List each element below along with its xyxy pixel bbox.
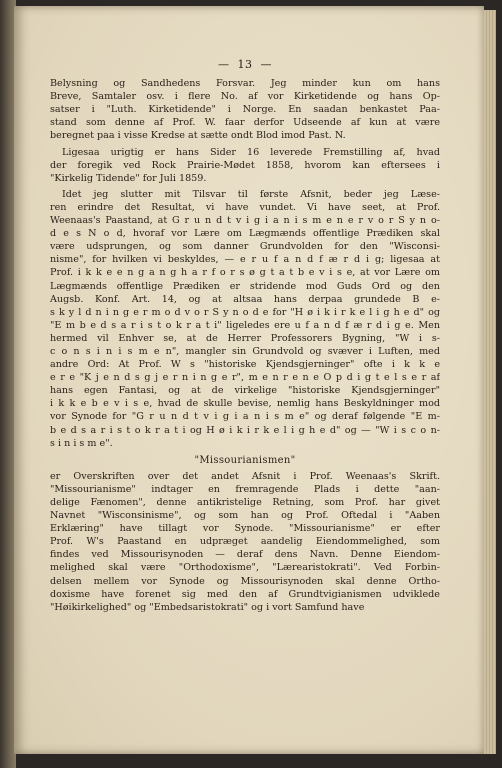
text-line: hans egen Fantasi, og at de virkelige "historiske Kjendsgjerninger" [50,385,440,397]
text-line: findes ved Missourisynoden — deraf dens Navn. Denne Eiendom- [50,549,440,561]
text-line: s k y l d n i n g e r m o d v o r S y n o d e for "H ø i k i r k e l i g h e d" og [50,306,440,318]
text-line: ren erindre det Resultat, vi have vundet. Vi have seet, at Prof. [50,201,440,213]
text-line: Idet jeg slutter mit Tilsvar til første Afsnit, beder jeg Læse- [62,188,440,200]
text-line: stand som denne af Prof. W. faar derfor Udseende af kun at være [50,117,440,129]
body-paragraphs [50,77,440,450]
text-line: doxisme have forenet sig med den af Grundtvigianismen udviklede [50,588,440,600]
header-dash-right: — [260,58,272,71]
text-line: Erklæring" have tillagt vor Synode. "Missourianisme" er efter [50,523,440,535]
text-line: der foregik ved Rock Prairie-Mødet 1858, hvorom kan eftersees i [50,159,440,171]
text-line: Weenaas's Paastand, at G r u n d t v i g i a n i s m e n e r v o r S y n o- [50,215,440,227]
page-number: 13 [237,58,253,71]
text-line: melighed skal være "Orthodoxisme", "Lærearistokrati". Ved Forbin- [50,562,440,574]
paragraph [50,146,440,185]
text-line: Prof. i k k e e n g a n g h a r f o r s ø g t a t b e v i s e, at vor Lære om [50,267,440,279]
text-line: d e s N o d, hvoraf vor Lære om Lægmænds offentlige Prædiken skal [50,228,440,240]
text-line: Breve, Samtaler osv. i flere No. af vor Kirketidende og hans Op- [50,91,440,103]
text-line: "E m b e d s a r i s t o k r a t i" ligeledes ere u f a n d f æ r d i g e. Men [50,319,440,331]
paragraph [50,470,440,614]
text-line: b e d s a r i s t o k r a t i og H ø i k i r k e l i g h e d" og — "W i s c o n- [50,424,440,436]
header-dash-left: — [218,58,234,71]
page-text [50,58,440,617]
text-line: delsen mellem vor Synode og Missourisynoden skal denne Ortho- [50,575,440,587]
text-line: Prof. W's Paastand en udpræget aandelig Eiendommelighed, som [50,536,440,548]
text-line: s i n i s m e". [50,437,113,449]
page-header [50,58,440,71]
text-line: "Høikirkelighed" og "Embedsaristokrati" og i vort Samfund have [50,601,365,613]
text-line: Lægmænds offentlige Prædiken er stridende mod Guds Ord og den [50,280,440,292]
text-line: nisme", for hvilken vi beskyldes, — e r u f a n d f æ r d i g; ligesaa at [50,254,440,266]
page-stack-edge [484,10,496,754]
text-line: Augsb. Konf. Art. 14, og at altsaa hans derpaa grundede B e- [50,293,440,305]
section-paragraphs [50,470,440,614]
paragraph [50,188,440,450]
text-line: c o n s i n i s m e n", mangler sin Grundvold og svæver i Luften, med [50,345,440,357]
paragraph [50,77,440,142]
text-line: er Overskriften over det andet Afsnit i Prof. Weenaas's Skrift. [50,470,440,482]
text-line: andre Ord: At Prof. W s "historiske Kjendsgjerninger" ofte i k k e [50,359,440,371]
text-line: være udsprungen, og som danner Grundvolden for den "Wisconsi- [50,241,440,253]
text-line: Navnet "Wisconsinisme", og som han og Prof. Oftedal i "Aaben [50,510,440,522]
text-line: i k k e b e v i s e, hvad de skulle bevise, nemlig hans Beskyldninger mod [50,398,440,410]
text-line: Ligesaa urigtig er hans Sider 16 leverede Fremstilling af, hvad [62,146,440,158]
text-line: vor Synode for "G r u n d t v i g i a n i s m e" og deraf følgende "E m- [50,411,440,423]
text-line: hermed vil Enhver se, at de Herrer Professorers Bygning, "W i s- [50,332,440,344]
text-line: Belysning og Sandhedens Forsvar. Jeg minder kun om hans [50,78,440,90]
text-line: "Missourianisme" indtager en fremragende Plads i dette "aan- [50,483,440,495]
text-line: satser i "Luth. Kirketidende" i Norge. En saadan benkastet Paa- [50,104,440,116]
section-heading: "Missourianismen" [194,454,296,466]
text-line: e r e "K j e n d s g j e r n i n g e r", m e n r e n e O p d i g t e l s e r af [50,372,440,384]
text-line: beregnet paa i visse Kredse at sætte ondt Blod imod Past. N. [50,130,346,142]
text-line: "Kirkelig Tidende" for Juli 1859. [50,172,207,184]
text-line: delige Fænomen", denne antikristelige Retning, som Prof. har givet [50,497,440,508]
